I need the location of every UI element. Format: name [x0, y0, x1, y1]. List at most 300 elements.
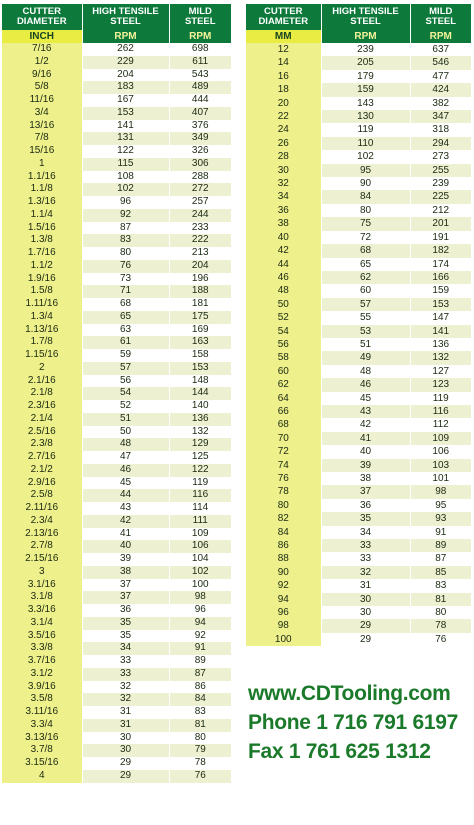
table-row [2, 477, 231, 490]
diameter-cell: 3.3/16 [2, 604, 82, 617]
inch-unit-rpm-high: RPM [82, 30, 169, 43]
table-row [2, 617, 231, 630]
mild-steel-rpm-cell: 91 [410, 526, 471, 539]
mild-steel-rpm-cell: 94 [169, 617, 231, 630]
table-row [2, 222, 231, 235]
diameter-cell: 12 [246, 43, 321, 56]
fax-number: Fax 1 761 625 1312 [248, 740, 431, 763]
diameter-cell: 3.3/8 [2, 642, 82, 655]
mild-steel-rpm-cell: 81 [169, 719, 231, 732]
mild-steel-rpm-cell: 83 [169, 706, 231, 719]
diameter-cell: 3.7/8 [2, 744, 82, 757]
table-row [246, 579, 471, 592]
mild-steel-rpm-cell: 132 [169, 426, 231, 439]
diameter-cell: 100 [246, 633, 321, 646]
table-row [2, 655, 231, 668]
diameter-cell: 1.5/8 [2, 285, 82, 298]
high-tensile-rpm-cell: 143 [321, 97, 410, 110]
mild-steel-rpm-cell: 119 [410, 392, 471, 405]
diameter-cell: 3.1/4 [2, 617, 82, 630]
high-tensile-rpm-cell: 33 [321, 539, 410, 552]
high-tensile-rpm-cell: 65 [82, 311, 169, 324]
mild-steel-rpm-cell: 166 [410, 271, 471, 284]
diameter-cell: 84 [246, 526, 321, 539]
diameter-cell: 48 [246, 284, 321, 297]
mm-table-header-row [246, 4, 471, 30]
high-tensile-rpm-cell: 31 [321, 579, 410, 592]
table-row [246, 97, 471, 110]
table-row [246, 56, 471, 69]
mild-steel-rpm-cell: 225 [410, 190, 471, 203]
table-row [246, 123, 471, 136]
diameter-cell: 76 [246, 472, 321, 485]
mild-steel-rpm-cell: 191 [410, 231, 471, 244]
high-tensile-rpm-cell: 68 [82, 298, 169, 311]
diameter-cell: 1.3/16 [2, 196, 82, 209]
table-row [246, 418, 471, 431]
mild-steel-rpm-cell: 104 [169, 553, 231, 566]
mm-unit-rpm-high: RPM [321, 30, 410, 43]
mm-header-cutter-diameter: CUTTER DIAMETER [246, 4, 321, 30]
table-row [2, 81, 231, 94]
table-row [2, 438, 231, 451]
high-tensile-rpm-cell: 183 [82, 81, 169, 94]
diameter-cell: 1/2 [2, 56, 82, 69]
mild-steel-rpm-cell: 98 [410, 485, 471, 498]
mild-steel-rpm-cell: 86 [169, 681, 231, 694]
table-row [246, 83, 471, 96]
high-tensile-rpm-cell: 153 [82, 107, 169, 120]
table-row [2, 107, 231, 120]
table-row [246, 392, 471, 405]
mild-steel-rpm-cell: 294 [410, 137, 471, 150]
mild-steel-rpm-cell: 144 [169, 387, 231, 400]
mild-steel-rpm-cell: 239 [410, 177, 471, 190]
high-tensile-rpm-cell: 40 [321, 445, 410, 458]
high-tensile-rpm-cell: 32 [82, 681, 169, 694]
table-row [246, 459, 471, 472]
mild-steel-rpm-cell: 114 [169, 502, 231, 515]
diameter-cell: 34 [246, 190, 321, 203]
mild-steel-rpm-cell: 147 [410, 311, 471, 324]
high-tensile-rpm-cell: 62 [321, 271, 410, 284]
diameter-cell: 1.7/16 [2, 247, 82, 260]
mild-steel-rpm-cell: 119 [169, 477, 231, 490]
high-tensile-rpm-cell: 92 [82, 209, 169, 222]
table-row [246, 204, 471, 217]
high-tensile-rpm-cell: 56 [82, 375, 169, 388]
high-tensile-rpm-cell: 32 [321, 566, 410, 579]
high-tensile-rpm-cell: 65 [321, 258, 410, 271]
high-tensile-rpm-cell: 34 [82, 642, 169, 655]
inch-header-cutter-diameter: CUTTER DIAMETER [2, 4, 82, 30]
table-row [246, 271, 471, 284]
table-row [2, 566, 231, 579]
diameter-cell: 1.9/16 [2, 273, 82, 286]
high-tensile-rpm-cell: 68 [321, 244, 410, 257]
mm-unit-rpm-mild: RPM [410, 30, 471, 43]
mild-steel-rpm-cell: 78 [410, 619, 471, 632]
table-row [2, 145, 231, 158]
table-row [246, 190, 471, 203]
diameter-cell: 14 [246, 56, 321, 69]
mild-steel-rpm-cell: 92 [169, 630, 231, 643]
diameter-cell: 18 [246, 83, 321, 96]
mild-steel-rpm-cell: 132 [410, 351, 471, 364]
diameter-cell: 32 [246, 177, 321, 190]
table-row [2, 770, 231, 783]
high-tensile-rpm-cell: 40 [82, 540, 169, 553]
high-tensile-rpm-cell: 57 [321, 298, 410, 311]
diameter-cell: 90 [246, 566, 321, 579]
high-tensile-rpm-cell: 51 [82, 413, 169, 426]
high-tensile-rpm-cell: 30 [82, 732, 169, 745]
table-row [2, 528, 231, 541]
mild-steel-rpm-cell: 100 [169, 579, 231, 592]
high-tensile-rpm-cell: 33 [82, 668, 169, 681]
mild-steel-rpm-cell: 288 [169, 171, 231, 184]
mild-steel-rpm-cell: 489 [169, 81, 231, 94]
diameter-cell: 46 [246, 271, 321, 284]
mild-steel-rpm-cell: 80 [169, 732, 231, 745]
mild-steel-rpm-cell: 123 [410, 378, 471, 391]
diameter-cell: 3.5/16 [2, 630, 82, 643]
high-tensile-rpm-cell: 115 [82, 158, 169, 171]
table-row [2, 719, 231, 732]
mild-steel-rpm-cell: 106 [169, 540, 231, 553]
mild-steel-rpm-cell: 233 [169, 222, 231, 235]
mild-steel-rpm-cell: 174 [410, 258, 471, 271]
high-tensile-rpm-cell: 36 [321, 499, 410, 512]
high-tensile-rpm-cell: 52 [82, 400, 169, 413]
mild-steel-rpm-cell: 84 [169, 693, 231, 706]
high-tensile-rpm-cell: 47 [82, 451, 169, 464]
diameter-cell: 2.13/16 [2, 528, 82, 541]
diameter-cell: 66 [246, 405, 321, 418]
high-tensile-rpm-cell: 31 [82, 719, 169, 732]
mild-steel-rpm-cell: 347 [410, 110, 471, 123]
high-tensile-rpm-cell: 31 [82, 706, 169, 719]
diameter-cell: 26 [246, 137, 321, 150]
high-tensile-rpm-cell: 167 [82, 94, 169, 107]
high-tensile-rpm-cell: 110 [321, 137, 410, 150]
high-tensile-rpm-cell: 72 [321, 231, 410, 244]
table-row [246, 593, 471, 606]
table-row [246, 378, 471, 391]
table-row [2, 413, 231, 426]
diameter-cell: 22 [246, 110, 321, 123]
high-tensile-rpm-cell: 130 [321, 110, 410, 123]
high-tensile-rpm-cell: 42 [82, 515, 169, 528]
table-row [246, 137, 471, 150]
table-row [2, 56, 231, 69]
mild-steel-rpm-cell: 89 [169, 655, 231, 668]
mild-steel-rpm-cell: 79 [169, 744, 231, 757]
table-row [246, 43, 471, 56]
mild-steel-rpm-cell: 111 [169, 515, 231, 528]
diameter-cell: 1.13/16 [2, 324, 82, 337]
mild-steel-rpm-cell: 153 [410, 298, 471, 311]
high-tensile-rpm-cell: 45 [82, 477, 169, 490]
high-tensile-rpm-cell: 49 [321, 351, 410, 364]
mild-steel-rpm-cell: 272 [169, 183, 231, 196]
table-row [246, 177, 471, 190]
high-tensile-rpm-cell: 37 [82, 579, 169, 592]
table-row [2, 426, 231, 439]
high-tensile-rpm-cell: 63 [82, 324, 169, 337]
mild-steel-rpm-cell: 76 [410, 633, 471, 646]
high-tensile-rpm-cell: 205 [321, 56, 410, 69]
high-tensile-rpm-cell: 34 [321, 526, 410, 539]
high-tensile-rpm-cell: 96 [82, 196, 169, 209]
diameter-cell: 78 [246, 485, 321, 498]
high-tensile-rpm-cell: 39 [82, 553, 169, 566]
table-row [2, 502, 231, 515]
mild-steel-rpm-cell: 213 [169, 247, 231, 260]
high-tensile-rpm-cell: 39 [321, 459, 410, 472]
table-row [246, 633, 471, 646]
inch-table-units-row [2, 30, 231, 43]
mild-steel-rpm-cell: 127 [410, 365, 471, 378]
mild-steel-rpm-cell: 163 [169, 336, 231, 349]
diameter-cell: 96 [246, 606, 321, 619]
table-row [246, 244, 471, 257]
diameter-cell: 2.5/8 [2, 489, 82, 502]
diameter-cell: 11/16 [2, 94, 82, 107]
high-tensile-rpm-cell: 30 [321, 606, 410, 619]
high-tensile-rpm-cell: 75 [321, 217, 410, 230]
table-row [246, 231, 471, 244]
diameter-cell: 3.9/16 [2, 681, 82, 694]
high-tensile-rpm-cell: 37 [82, 591, 169, 604]
table-row [2, 43, 231, 56]
table-row [2, 69, 231, 82]
high-tensile-rpm-cell: 80 [321, 204, 410, 217]
table-row [2, 120, 231, 133]
diameter-cell: 1.1/8 [2, 183, 82, 196]
diameter-cell: 13/16 [2, 120, 82, 133]
high-tensile-rpm-cell: 61 [82, 336, 169, 349]
diameter-cell: 56 [246, 338, 321, 351]
table-row [2, 451, 231, 464]
mild-steel-rpm-cell: 91 [169, 642, 231, 655]
table-row [246, 606, 471, 619]
high-tensile-rpm-cell: 33 [82, 655, 169, 668]
high-tensile-rpm-cell: 95 [321, 164, 410, 177]
table-row [246, 338, 471, 351]
high-tensile-rpm-cell: 131 [82, 132, 169, 145]
inch-header-high-tensile-steel: HIGH TENSILE STEEL [82, 4, 169, 30]
table-row [246, 351, 471, 364]
mild-steel-rpm-cell: 83 [410, 579, 471, 592]
diameter-cell: 88 [246, 552, 321, 565]
high-tensile-rpm-cell: 35 [82, 617, 169, 630]
diameter-cell: 2.3/4 [2, 515, 82, 528]
high-tensile-rpm-cell: 41 [321, 432, 410, 445]
mild-steel-rpm-cell: 201 [410, 217, 471, 230]
table-row [2, 732, 231, 745]
mild-steel-rpm-cell: 158 [169, 349, 231, 362]
table-row [2, 757, 231, 770]
high-tensile-rpm-cell: 87 [82, 222, 169, 235]
mild-steel-rpm-cell: 188 [169, 285, 231, 298]
table-row [2, 132, 231, 145]
diameter-cell: 86 [246, 539, 321, 552]
mild-steel-rpm-cell: 87 [410, 552, 471, 565]
table-row [2, 196, 231, 209]
high-tensile-rpm-cell: 57 [82, 362, 169, 375]
table-row [2, 298, 231, 311]
mild-steel-rpm-cell: 222 [169, 234, 231, 247]
table-row [2, 579, 231, 592]
table-row [246, 499, 471, 512]
table-row [246, 164, 471, 177]
high-tensile-rpm-cell: 55 [321, 311, 410, 324]
high-tensile-rpm-cell: 84 [321, 190, 410, 203]
mild-steel-rpm-cell: 109 [410, 432, 471, 445]
table-row [2, 540, 231, 553]
mm-header-high-tensile-steel: HIGH TENSILE STEEL [321, 4, 410, 30]
high-tensile-rpm-cell: 108 [82, 171, 169, 184]
diameter-cell: 1.1/16 [2, 171, 82, 184]
table-row [2, 642, 231, 655]
diameter-cell: 2.1/16 [2, 375, 82, 388]
diameter-cell: 60 [246, 365, 321, 378]
high-tensile-rpm-cell: 29 [321, 633, 410, 646]
table-row [2, 209, 231, 222]
inch-unit-inch: INCH [2, 30, 82, 43]
table-row [2, 387, 231, 400]
mild-steel-rpm-cell: 257 [169, 196, 231, 209]
high-tensile-rpm-cell: 29 [82, 757, 169, 770]
mild-steel-rpm-cell: 141 [410, 325, 471, 338]
diameter-cell: 80 [246, 499, 321, 512]
high-tensile-rpm-cell: 36 [82, 604, 169, 617]
high-tensile-rpm-cell: 54 [82, 387, 169, 400]
mild-steel-rpm-cell: 175 [169, 311, 231, 324]
diameter-cell: 94 [246, 593, 321, 606]
diameter-cell: 2.3/16 [2, 400, 82, 413]
mm-table-units-row [246, 30, 471, 43]
mild-steel-rpm-cell: 196 [169, 273, 231, 286]
mild-steel-rpm-cell: 477 [410, 70, 471, 83]
diameter-cell: 20 [246, 97, 321, 110]
diameter-cell: 2.7/8 [2, 540, 82, 553]
high-tensile-rpm-cell: 76 [82, 260, 169, 273]
table-row [2, 630, 231, 643]
diameter-cell: 36 [246, 204, 321, 217]
table-row [246, 472, 471, 485]
mild-steel-rpm-cell: 546 [410, 56, 471, 69]
mild-steel-rpm-cell: 78 [169, 757, 231, 770]
mm-unit-mm: MM [246, 30, 321, 43]
high-tensile-rpm-cell: 41 [82, 528, 169, 541]
mild-steel-rpm-cell: 244 [169, 209, 231, 222]
table-row [2, 693, 231, 706]
mild-steel-rpm-cell: 122 [169, 464, 231, 477]
table-row [246, 258, 471, 271]
high-tensile-rpm-cell: 71 [82, 285, 169, 298]
mild-steel-rpm-cell: 112 [410, 418, 471, 431]
diameter-cell: 2.11/16 [2, 502, 82, 515]
mild-steel-rpm-cell: 95 [410, 499, 471, 512]
high-tensile-rpm-cell: 44 [82, 489, 169, 502]
table-row [246, 512, 471, 525]
mm-header-mild-steel: MILD STEEL [410, 4, 471, 30]
mild-steel-rpm-cell: 89 [410, 539, 471, 552]
diameter-cell: 2.9/16 [2, 477, 82, 490]
diameter-cell: 2.3/8 [2, 438, 82, 451]
high-tensile-rpm-cell: 30 [82, 744, 169, 757]
diameter-cell: 44 [246, 258, 321, 271]
diameter-cell: 3.15/16 [2, 757, 82, 770]
diameter-cell: 15/16 [2, 145, 82, 158]
mild-steel-rpm-cell: 318 [410, 123, 471, 136]
mild-steel-rpm-cell: 424 [410, 83, 471, 96]
mild-steel-rpm-cell: 306 [169, 158, 231, 171]
mild-steel-rpm-cell: 326 [169, 145, 231, 158]
mild-steel-rpm-cell: 106 [410, 445, 471, 458]
table-row [246, 619, 471, 632]
mild-steel-rpm-cell: 255 [410, 164, 471, 177]
mild-steel-rpm-cell: 116 [410, 405, 471, 418]
table-row [246, 325, 471, 338]
high-tensile-rpm-cell: 35 [321, 512, 410, 525]
table-row [2, 464, 231, 477]
high-tensile-rpm-cell: 51 [321, 338, 410, 351]
high-tensile-rpm-cell: 204 [82, 69, 169, 82]
table-row [2, 234, 231, 247]
diameter-cell: 2.1/4 [2, 413, 82, 426]
high-tensile-rpm-cell: 38 [321, 472, 410, 485]
diameter-cell: 1.1/2 [2, 260, 82, 273]
table-row [246, 217, 471, 230]
mild-steel-rpm-cell: 129 [169, 438, 231, 451]
table-row [2, 362, 231, 375]
mild-steel-rpm-cell: 349 [169, 132, 231, 145]
mild-steel-rpm-cell: 98 [169, 591, 231, 604]
diameter-cell: 64 [246, 392, 321, 405]
table-row [246, 298, 471, 311]
diameter-cell: 1.1/4 [2, 209, 82, 222]
inch-unit-rpm-mild: RPM [169, 30, 231, 43]
mild-steel-rpm-cell: 148 [169, 375, 231, 388]
table-row [2, 489, 231, 502]
diameter-cell: 1.7/8 [2, 336, 82, 349]
table-row [2, 515, 231, 528]
high-tensile-rpm-cell: 50 [82, 426, 169, 439]
diameter-cell: 38 [246, 217, 321, 230]
table-row [246, 70, 471, 83]
table-row [246, 445, 471, 458]
high-tensile-rpm-cell: 73 [82, 273, 169, 286]
diameter-cell: 7/16 [2, 43, 82, 56]
table-row [246, 485, 471, 498]
website-link[interactable]: www.CDTooling.com [248, 682, 451, 705]
diameter-cell: 1.5/16 [2, 222, 82, 235]
diameter-cell: 1.3/8 [2, 234, 82, 247]
diameter-cell: 2.15/16 [2, 553, 82, 566]
diameter-cell: 4 [2, 770, 82, 783]
mild-steel-rpm-cell: 169 [169, 324, 231, 337]
mild-steel-rpm-cell: 96 [169, 604, 231, 617]
high-tensile-rpm-cell: 45 [321, 392, 410, 405]
high-tensile-rpm-cell: 80 [82, 247, 169, 260]
diameter-cell: 42 [246, 244, 321, 257]
mild-steel-rpm-cell: 407 [169, 107, 231, 120]
mild-steel-rpm-cell: 444 [169, 94, 231, 107]
diameter-cell: 1.11/16 [2, 298, 82, 311]
